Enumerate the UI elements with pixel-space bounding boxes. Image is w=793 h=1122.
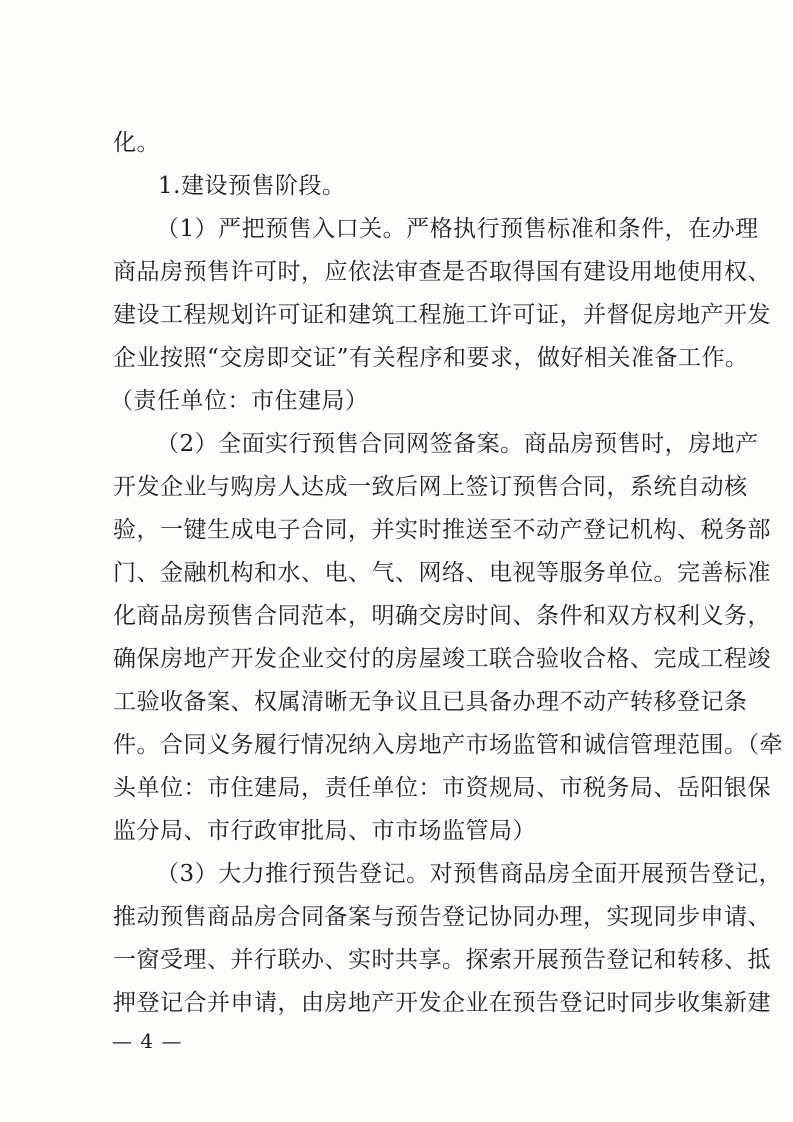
text-line: 头单位：市住建局，责任单位：市资规局、市税务局、岳阳银保	[113, 775, 771, 801]
text-line: （责任单位：市住建局）	[110, 388, 369, 414]
text-line: 开发企业与购房人达成一致后网上签订预售合同，系统自动核	[113, 474, 748, 500]
page-number: — 4 —	[112, 1029, 183, 1053]
text-line: 化。	[113, 130, 160, 156]
text-line: 化商品房预售合同范本，明确交房时间、条件和双方权利义务，	[113, 603, 771, 629]
text-line: 件。合同义务履行情况纳入房地产市场监管和诚信管理范围。（牵	[113, 732, 783, 758]
text-line: （2）全面实行预售合同网签备案。商品房预售时，房地产	[156, 431, 759, 457]
text-line: 押登记合并申请，由房地产开发企业在预告登记时同步收集新建	[113, 990, 771, 1016]
text-line: （1）严把预售入口关。严格执行预售标准和条件，在办理	[156, 216, 759, 242]
text-line: （3）大力推行预告登记。对预售商品房全面开展预告登记，	[156, 861, 783, 887]
text-line: 企业按照“交房即交证”有关程序和要求，做好相关准备工作。	[113, 345, 749, 371]
text-line: 确保房地产开发企业交付的房屋竣工联合验收合格、完成工程竣	[113, 646, 771, 672]
text-line: 门、金融机构和水、电、气、网络、电视等服务单位。完善标准	[113, 560, 771, 586]
text-line: 验，一键生成电子合同，并实时推送至不动产登记机构、税务部	[113, 517, 771, 543]
text-line: 监分局、市行政审批局、市市场监管局）	[113, 818, 536, 844]
section-heading: 1.建设预售阶段。	[158, 173, 346, 199]
text-line: 建设工程规划许可证和建筑工程施工许可证，并督促房地产开发	[113, 302, 771, 328]
text-line: 一窗受理、并行联办、实时共享。探索开展预告登记和转移、抵	[113, 947, 771, 973]
text-line: 工验收备案、权属清晰无争议且已具备办理不动产转移登记条	[113, 689, 748, 715]
text-line: 商品房预售许可时，应依法审查是否取得国有建设用地使用权、	[113, 259, 771, 285]
text-line: 推动预售商品房合同备案与预告登记协同办理，实现同步申请、	[113, 904, 771, 930]
